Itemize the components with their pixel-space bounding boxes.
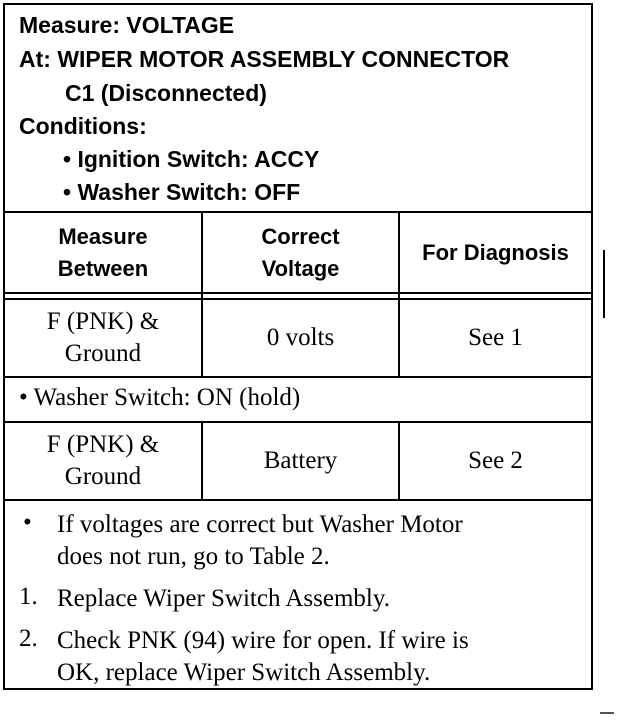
column-header-line: Voltage [261, 255, 340, 281]
row1-correct-voltage: 0 volts [266, 324, 335, 351]
divider [5, 376, 591, 378]
column-header-line: For Diagnosis [422, 239, 569, 265]
condition-ignition: • Ignition Switch: ACCY [63, 146, 320, 172]
note-voltages-correct [57, 509, 463, 573]
measure-title: Measure: VOLTAGE [19, 12, 235, 38]
cell-line: Ground [64, 340, 142, 367]
scan-mark [603, 250, 605, 318]
condition-washer-off: • Washer Switch: OFF [63, 179, 301, 205]
cell-line: F (PNK) & [46, 308, 160, 335]
measure-location: At: WIPER MOTOR ASSEMBLY CONNECTOR [19, 46, 510, 72]
conditions-label: Conditions: [19, 113, 147, 139]
measure-location-connector: C1 (Disconnected) [65, 80, 267, 106]
divider [5, 292, 591, 294]
row1-measure-between [5, 300, 201, 376]
column-header-line: Between [57, 255, 149, 281]
note-line: does not run, go to Table 2. [57, 543, 330, 570]
note-line: If voltages are correct but Washer Motor [57, 511, 463, 538]
column-header-for-diagnosis [400, 213, 591, 292]
measurement-header [5, 5, 591, 213]
column-header-measure-between [5, 213, 201, 292]
row1-for-diagnosis: See 1 [468, 324, 523, 351]
note-line: Check PNK (94) wire for open. If wire is [57, 627, 469, 654]
note-line: OK, replace Wiper Switch Assembly. [57, 659, 431, 686]
cell-line: Ground [64, 463, 142, 490]
scan-mark [600, 712, 614, 714]
note-number: 2. [19, 625, 38, 652]
note-bullet: • [23, 509, 32, 536]
divider [5, 499, 591, 501]
column-header-line: Measure [58, 223, 148, 249]
column-header-correct-voltage [203, 213, 398, 292]
note-line: Replace Wiper Switch Assembly. [57, 585, 390, 612]
note-replace-switch [57, 583, 390, 615]
note-check-wire [57, 625, 469, 689]
row2-measure-between [5, 423, 201, 499]
note-number: 1. [19, 583, 38, 610]
voltage-measurement-table [3, 3, 593, 690]
cell-line: F (PNK) & [46, 431, 160, 458]
condition-washer-on: • Washer Switch: ON (hold) [19, 384, 301, 411]
row2-for-diagnosis: See 2 [468, 447, 523, 474]
column-header-line: Correct [261, 223, 340, 249]
row2-correct-voltage: Battery [263, 447, 338, 474]
